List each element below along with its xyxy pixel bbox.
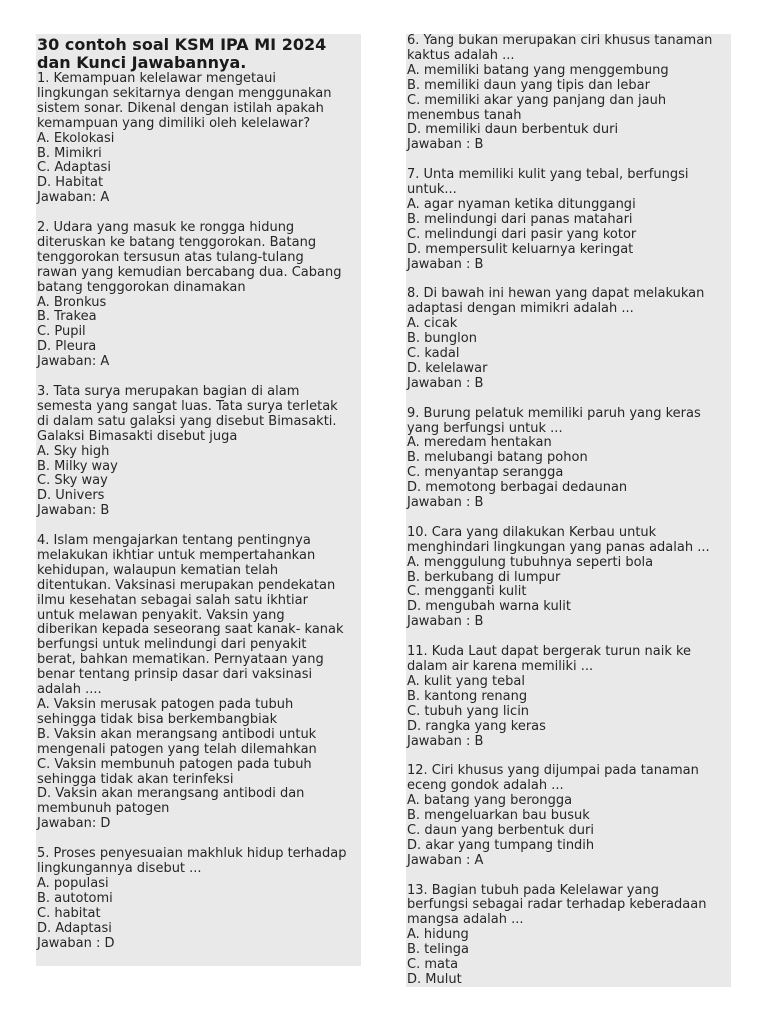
- answer-option: C. melindungi dari pasir yang kotor: [407, 226, 637, 242]
- question-block: [407, 764, 731, 868]
- question-text: mangsa adalah ...: [407, 912, 524, 928]
- answer-option: A. Vaksin merusak patogen pada tubuh: [37, 697, 294, 713]
- question-text: yang berfungsi untuk ...: [407, 420, 563, 436]
- question-block: [37, 221, 361, 370]
- answer-option: A. memiliki batang yang menggembung: [407, 62, 669, 78]
- question-text: diberikan kepada seseorang saat kanak- kanak: [37, 622, 344, 638]
- question-text: 9. Burung pelatuk memiliki paruh yang keras: [407, 405, 701, 421]
- answer-option: A. meredam hentakan: [407, 435, 552, 451]
- answer-key: Jawaban : B: [407, 256, 484, 272]
- question-text: 1. Kemampuan kelelawar mengetaui: [37, 71, 276, 86]
- answer-option: A. kulit yang tebal: [407, 673, 525, 689]
- answer-key: Jawaban: A: [37, 190, 110, 206]
- question-text: batang tenggorokan dinamakan: [37, 279, 246, 295]
- question-text: lingkungannya disebut ...: [37, 860, 202, 876]
- question-text: ditentukan. Vaksinasi merupakan pendekatan: [37, 577, 336, 593]
- answer-key: Jawaban : B: [407, 375, 484, 391]
- answer-option: D. mengubah warna kulit: [407, 599, 571, 615]
- answer-key: Jawaban : B: [407, 614, 484, 630]
- answer-option: C. memiliki akar yang panjang dan jauh: [407, 92, 667, 108]
- answer-option: B. bunglon: [407, 331, 477, 347]
- answer-option: D. mempersulit keluarnya keringat: [407, 241, 634, 257]
- question-block: [407, 884, 731, 988]
- answer-option: D. memotong berbagai dedaunan: [407, 480, 628, 496]
- question-text: adaptasi dengan mimikri adalah ...: [407, 301, 634, 317]
- question-text: benar tentang prinsip dasar dari vaksinasi: [37, 667, 313, 683]
- question-text: 3. Tata surya merupakan bagian di alam: [37, 384, 300, 399]
- answer-option: C. Vaksin membunuh patogen pada tubuh: [37, 756, 312, 772]
- answer-option: C. tubuh yang licin: [407, 703, 530, 719]
- answer-option: C. daun yang berbentuk duri: [407, 822, 594, 838]
- left-question-list: [37, 72, 361, 951]
- answer-option: D. Univers: [37, 488, 105, 504]
- answer-option: B. telinga: [407, 942, 469, 958]
- left-column: [36, 34, 361, 966]
- answer-option: sehingga tidak akan terinfeksi: [37, 771, 234, 787]
- question-text: kehidupan, walaupun kematian telah: [37, 562, 279, 578]
- answer-option: B. Trakea: [37, 309, 97, 325]
- question-text: 12. Ciri khusus yang dijumpai pada tanaman: [407, 763, 699, 779]
- answer-option: C. Sky way: [37, 473, 108, 489]
- document-title: [37, 36, 361, 72]
- question-text: rawan yang kemudian bercabang dua. Cabang: [37, 264, 342, 280]
- question-block: [407, 645, 731, 749]
- answer-option: B. melindungi dari panas matahari: [407, 211, 633, 227]
- answer-option: D. Mulut: [407, 971, 462, 987]
- answer-option: B. Milky way: [37, 458, 118, 474]
- question-block: [407, 407, 731, 511]
- question-text: berat, bahkan mematikan. Pernyataan yang: [37, 652, 324, 668]
- question-text: dalam air karena memiliki ...: [407, 658, 594, 674]
- answer-key: Jawaban: B: [37, 503, 110, 519]
- answer-option: D. akar yang tumpang tindih: [407, 837, 595, 853]
- question-text: 6. Yang bukan merupakan ciri khusus tanaman: [407, 33, 713, 48]
- answer-option: A. Ekolokasi: [37, 130, 115, 146]
- title-line: dan Kunci Jawabannya.: [37, 53, 247, 72]
- answer-key: Jawaban : A: [407, 852, 484, 868]
- question-block: [37, 72, 361, 206]
- answer-option: B. autotomi: [37, 890, 113, 906]
- question-text: untuk...: [407, 182, 457, 198]
- answer-option: C. kadal: [407, 346, 460, 361]
- answer-option: B. memiliki daun yang tipis dan lebar: [407, 77, 650, 93]
- answer-option: C. menyantap serangga: [407, 465, 564, 481]
- question-text: di dalam satu galaksi yang disebut Bimasakti.: [37, 413, 337, 429]
- question-text: 5. Proses penyesuaian makhluk hidup terhadap: [37, 846, 347, 862]
- answer-option: B. melubangi batang pohon: [407, 450, 588, 466]
- answer-option: C. Adaptasi: [37, 160, 111, 176]
- answer-option: B. Mimikri: [37, 145, 102, 161]
- question-text: melakukan ikhtiar untuk mempertahankan: [37, 547, 316, 563]
- question-text: semesta yang sangat luas. Tata surya terletak: [37, 398, 338, 414]
- question-text: tenggorokan tersusun atas tulang-tulang: [37, 249, 304, 265]
- answer-option: A. Sky high: [37, 443, 110, 459]
- question-text: untuk melawan penyakit. Vaksin yang: [37, 607, 285, 623]
- right-question-list: [407, 34, 731, 988]
- answer-option: A. agar nyaman ketika ditunggangi: [407, 196, 636, 212]
- answer-key: Jawaban: D: [37, 816, 111, 832]
- question-text: diteruskan ke batang tenggorokan. Batang: [37, 234, 317, 250]
- answer-option: D. Vaksin akan merangsang antibodi dan: [37, 786, 305, 802]
- answer-option: A. populasi: [37, 875, 109, 891]
- answer-option: B. berkubang di lumpur: [407, 569, 561, 585]
- answer-option: C. habitat: [37, 905, 101, 921]
- right-column: [406, 34, 731, 987]
- answer-option: A. menggulung tubuhnya seperti bola: [407, 554, 654, 570]
- answer-option: C. mengganti kulit: [407, 584, 527, 600]
- answer-option: B. kantong renang: [407, 688, 528, 704]
- question-block: [407, 168, 731, 272]
- question-text: menghindari lingkungan yang panas adalah ...: [407, 539, 710, 555]
- answer-option: D. kelelawar: [407, 360, 488, 376]
- question-text: 10. Cara yang dilakukan Kerbau untuk: [407, 524, 657, 540]
- answer-option: B. Vaksin akan merangsang antibodi untuk: [37, 726, 317, 742]
- question-text: 13. Bagian tubuh pada Kelelawar yang: [407, 882, 659, 898]
- answer-option: A. hidung: [407, 927, 469, 943]
- answer-option: D. Pleura: [37, 339, 97, 355]
- question-text: eceng gondok adalah ...: [407, 778, 564, 794]
- question-text: ilmu kesehatan sebagai salah satu ikhtiar: [37, 592, 308, 608]
- answer-option: D. Adaptasi: [37, 920, 112, 936]
- question-block: [37, 847, 361, 951]
- question-text: berfungsi sebagai radar terhadap keberadaan: [407, 897, 707, 913]
- title-line: 30 contoh soal KSM IPA MI 2024: [37, 35, 327, 54]
- answer-key: Jawaban: A: [37, 354, 110, 370]
- answer-option: A. Bronkus: [37, 294, 107, 310]
- answer-option: A. cicak: [407, 316, 458, 332]
- answer-option: C. Pupil: [37, 324, 86, 340]
- answer-key: Jawaban : D: [37, 935, 115, 951]
- answer-option: sehingga tidak bisa berkembangbiak: [37, 711, 278, 727]
- question-text: 11. Kuda Laut dapat bergerak turun naik ke: [407, 644, 692, 660]
- question-text: 7. Unta memiliki kulit yang tebal, berfungsi: [407, 167, 689, 183]
- answer-option: C. mata: [407, 957, 459, 973]
- answer-key: Jawaban : B: [407, 137, 484, 153]
- question-block: [407, 287, 731, 391]
- question-text: Galaksi Bimasakti disebut juga: [37, 428, 238, 444]
- question-text: berfungsi untuk melindungi dari penyakit: [37, 637, 307, 653]
- answer-option: D. rangka yang keras: [407, 718, 546, 734]
- answer-option: D. Habitat: [37, 175, 104, 191]
- question-text: 8. Di bawah ini hewan yang dapat melakukan: [407, 286, 705, 302]
- question-text: kaktus adalah ...: [407, 47, 515, 63]
- answer-key: Jawaban : B: [407, 733, 484, 749]
- answer-option: menembus tanah: [407, 107, 522, 123]
- answer-option: membunuh patogen: [37, 801, 170, 817]
- question-block: [37, 385, 361, 519]
- question-text: sistem sonar. Dikenal dengan istilah apakah: [37, 100, 324, 116]
- answer-option: mengenali patogen yang telah dilemahkan: [37, 741, 317, 757]
- question-text: 4. Islam mengajarkan tentang pentingnya: [37, 533, 311, 549]
- question-block: [407, 34, 731, 153]
- answer-option: B. mengeluarkan bau busuk: [407, 808, 590, 824]
- question-block: [37, 534, 361, 832]
- question-text: adalah ....: [37, 682, 102, 698]
- answer-key: Jawaban : B: [407, 495, 484, 511]
- question-text: lingkungan sekitarnya dengan menggunakan: [37, 85, 332, 101]
- question-block: [407, 526, 731, 630]
- question-text: 2. Udara yang masuk ke rongga hidung: [37, 220, 295, 236]
- answer-option: A. batang yang berongga: [407, 793, 573, 809]
- question-text: kemampuan yang dimiliki oleh kelelawar?: [37, 115, 311, 131]
- answer-option: D. memiliki daun berbentuk duri: [407, 122, 619, 138]
